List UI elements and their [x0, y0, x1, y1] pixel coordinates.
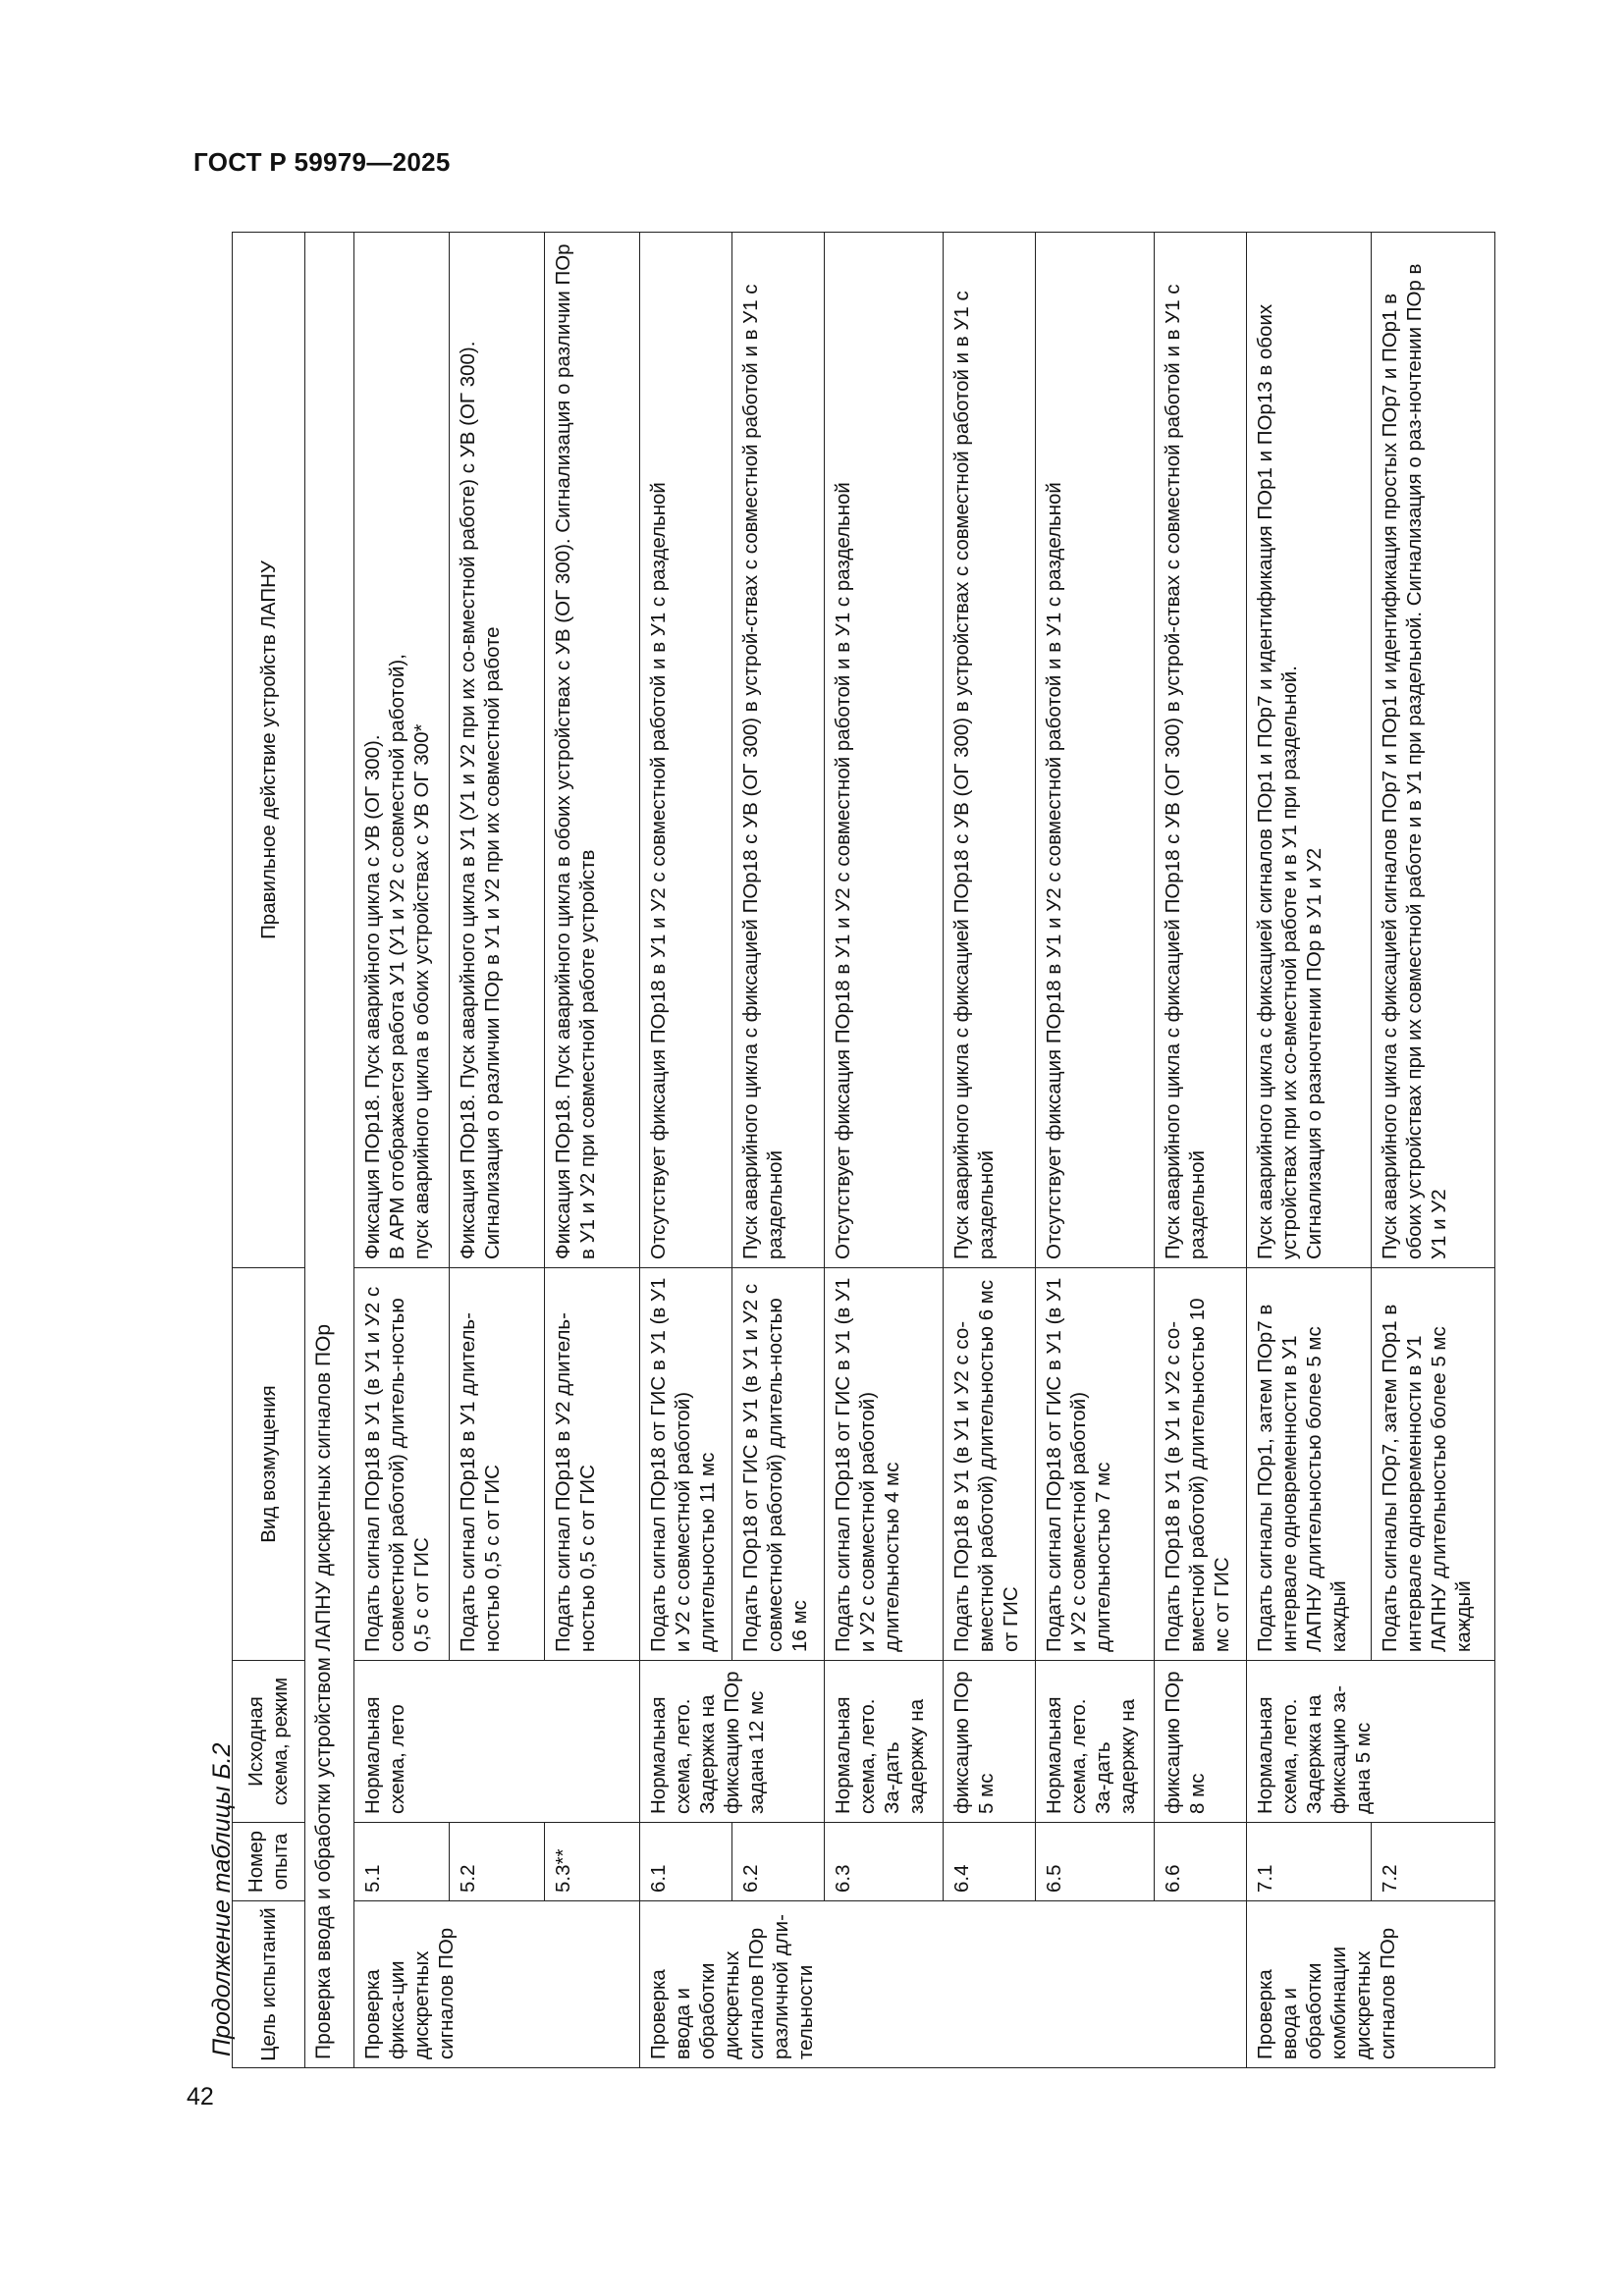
- scheme-cell: фиксацию ПОр 5 мс: [944, 1661, 1036, 1823]
- action-cell: Пуск аварийного цикла с фиксацией ПОр18 с УВ (ОГ 300) в устройствах с совместной работой и в У1 с раздельной: [944, 233, 1036, 1268]
- goal-cell: Проверка ввода и обработки комбинации дискретных сигналов ПОр: [1247, 1901, 1495, 2068]
- disturbance-cell: Подать сигнал ПОр18 от ГИС в У1 (в У1 и У2 с совместной работой) длительностью 7 мс: [1036, 1268, 1155, 1661]
- action-cell: [1247, 233, 1371, 1268]
- action-cell: Отсутствует фиксация ПОр18 в У1 и У2 с совместной работой и в У1 с раздельной: [640, 233, 732, 1268]
- section-row: [304, 233, 353, 2068]
- scheme-cell: Нормальная схема, лето. За-дать задержку на: [825, 1661, 944, 1823]
- scheme-cell: Нормальная схема, лето: [354, 1661, 640, 1823]
- scheme-cell: Нормальная схема, лето. Задержка на фиксацию ПОр задана 12 мс: [640, 1661, 825, 1823]
- page-number: 42: [187, 2083, 214, 2110]
- action-line: пуск аварийного цикла в обоих устройствах с УВ ОГ 300*: [410, 723, 434, 1259]
- disturbance-cell: Подать сигналы ПОр7, затем ПОр1 в интервале одновременности в У1 ЛАПНУ длительностью более 5 мс каждый: [1371, 1268, 1494, 1661]
- test-number: 6.5: [1036, 1823, 1155, 1901]
- test-number: 5.2: [450, 1823, 544, 1901]
- table-row: [1036, 233, 1155, 2068]
- disturbance-cell: Подать сигнал ПОр18 в У1 длитель-ностью 0,5 с от ГИС: [450, 1268, 544, 1661]
- test-number: 6.2: [732, 1823, 825, 1901]
- test-number: 6.4: [944, 1823, 1036, 1901]
- disturbance-cell: Подать сигнал ПОр18 от ГИС в У1 (в У1 и У2 с совместной работой) длительностью 11 мс: [640, 1268, 732, 1661]
- scheme-cell: Нормальная схема, лето. Задержка на фиксацию за-дана 5 мс: [1247, 1661, 1495, 1823]
- disturbance-cell: Подать ПОр18 от ГИС в У1 (в У1 и У2 с совместной работой) длитель-ностью 16 мс: [732, 1268, 825, 1661]
- test-number: 6.6: [1155, 1823, 1247, 1901]
- action-line: Пуск аварийного цикла с фиксацией сигналов ПОр1 и ПОр7 и идентификация ПОр1 и ПОр13 в обоих устройствах при их со-вместной работе и в У1 при раздельной.: [1254, 303, 1302, 1259]
- disturbance-cell: Подать сигнал ПОр18 от ГИС в У1 (в У1 и У2 с совместной работой) длительностью 4 мс: [825, 1268, 944, 1661]
- goal-cell: Проверка ввода и обработки дискретных сигналов ПОр различной дли-тельности: [640, 1901, 1247, 2068]
- action-cell: Отсутствует фиксация ПОр18 в У1 и У2 с совместной работой и в У1 с раздельной: [1036, 233, 1155, 1268]
- table-row: [640, 233, 732, 2068]
- test-number: 6.1: [640, 1823, 732, 1901]
- action-cell: [354, 233, 450, 1268]
- disturbance-cell: Подать ПОр18 в У1 (в У1 и У2 с со-вместной работой) длительностью 10 мс от ГИС: [1155, 1268, 1247, 1661]
- scheme-cell: Нормальная схема, лето. За-дать задержку на: [1036, 1661, 1155, 1823]
- table-row: [825, 233, 944, 2068]
- column-header-scheme: Исходная схема, режим: [233, 1661, 305, 1823]
- column-header-action: Правильное действие устройств ЛАПНУ: [233, 233, 305, 1268]
- disturbance-cell: Подать сигнал ПОр18 в У1 (в У1 и У2 с совместной работой) длитель-ностью 0,5 с от ГИС: [354, 1268, 450, 1661]
- action-cell: Пуск аварийного цикла с фиксацией ПОр18 с УВ (ОГ 300) в устрой-ствах с совместной работой и в У1 с раздельной: [732, 233, 825, 1268]
- column-header-goal: Цель испытаний: [233, 1901, 305, 2068]
- action-cell: Отсутствует фиксация ПОр18 в У1 и У2 с совместной работой и в У1 с раздельной: [825, 233, 944, 1268]
- table-row: [354, 233, 450, 2068]
- table-row: [1155, 233, 1247, 2068]
- action-cell: Фиксация ПОр18. Пуск аварийного цикла в обоих устройствах с УВ (ОГ 300). Сигнализация о различии ПОр в У1 и У2 при совместной работе устройств: [544, 233, 639, 1268]
- scheme-cell: фиксацию ПОр 8 мс: [1155, 1661, 1247, 1823]
- test-table: [232, 232, 1495, 2068]
- action-line: В АРМ отображается работа У1 (У1 и У2 с совместной работой),: [386, 654, 409, 1259]
- table-row: [944, 233, 1036, 2068]
- rotated-table-container: [232, 233, 1495, 2068]
- disturbance-cell: Подать сигналы ПОр1, затем ПОр7 в интервале одновременности в У1 ЛАПНУ длительностью более 5 мс каждый: [1247, 1268, 1371, 1661]
- test-number: 7.1: [1247, 1823, 1371, 1901]
- action-line: Сигнализация о разночтении ПОр в У1 и У2: [1303, 847, 1326, 1259]
- document-header: ГОСТ Р 59979—2025: [193, 147, 451, 177]
- table-header-row: [233, 233, 305, 2068]
- action-cell: Пуск аварийного цикла с фиксацией сигналов ПОр7 и ПОр1 и идентификация простых ПОр7 и ПОр1 в обоих устройствах при их совместной работе и в У1 при раздельной. Сигнализация о раз-ночтении ПОр в У1 и У2: [1371, 233, 1494, 1268]
- action-line: Фиксация ПОр18. Пуск аварийного цикла с УВ (ОГ 300).: [361, 734, 385, 1259]
- column-header-disturbance: Вид возмущения: [233, 1268, 305, 1661]
- disturbance-cell: Подать сигнал ПОр18 в У2 длитель-ностью 0,5 с от ГИС: [544, 1268, 639, 1661]
- table-row: [1247, 233, 1371, 2068]
- test-number: 5.1: [354, 1823, 450, 1901]
- action-cell: Фиксация ПОр18. Пуск аварийного цикла в У1 (У1 и У2 при их со-вместной работе) с УВ (ОГ 300). Сигнализация о различии ПОр в У1 и У2 при их совместной работе: [450, 233, 544, 1268]
- goal-cell: Проверка фикса-ции дискретных сигналов ПОр: [354, 1901, 640, 2068]
- test-number: 6.3: [825, 1823, 944, 1901]
- section-title: Проверка ввода и обработки устройством ЛАПНУ дискретных сигналов ПОр: [304, 233, 353, 2068]
- test-number: 5.3**: [544, 1823, 639, 1901]
- column-header-number: Номер опыта: [233, 1823, 305, 1901]
- test-number: 7.2: [1371, 1823, 1494, 1901]
- action-cell: Пуск аварийного цикла с фиксацией ПОр18 с УВ (ОГ 300) в устрой-ствах с совместной работой и в У1 с раздельной: [1155, 233, 1247, 1268]
- table-caption: Продолжение таблицы Б.2: [208, 1742, 236, 2056]
- disturbance-cell: Подать ПОр18 в У1 (в У1 и У2 с со-вместной работой) длительностью 6 мс от ГИС: [944, 1268, 1036, 1661]
